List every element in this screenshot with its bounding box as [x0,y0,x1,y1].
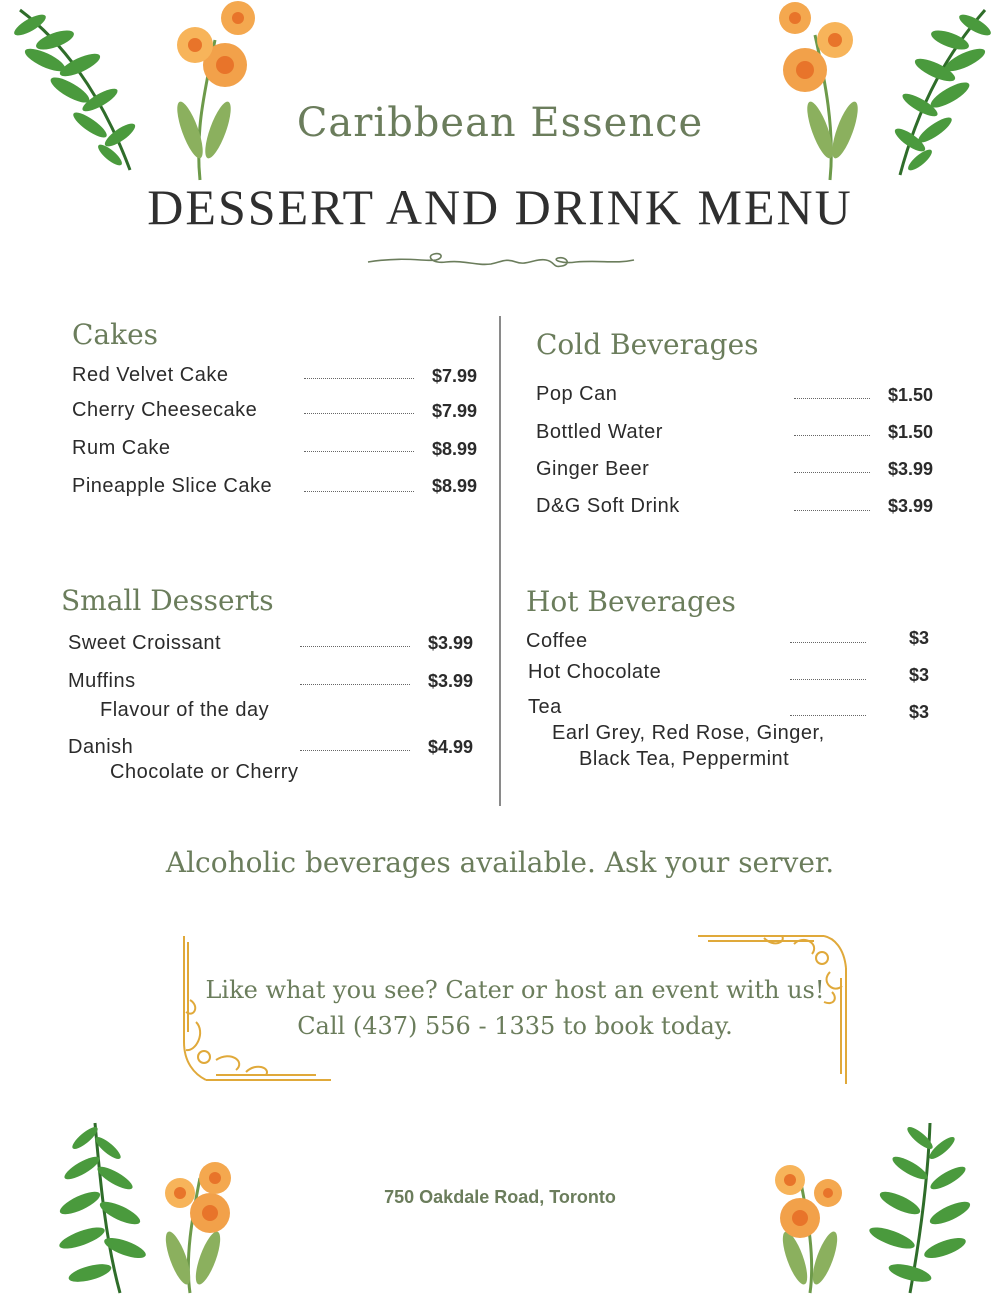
dotted-leader [300,750,410,751]
menu-item-price: $3 [909,665,930,685]
section-title-cakes: Cakes [72,318,159,351]
menu-item-name: Pineapple Slice Cake [72,475,273,497]
orange-lily-icon [775,1165,842,1293]
menu-item-name: Tea [528,696,562,718]
menu-item-price: $4.99 [428,737,474,757]
menu-item-name: D&G Soft Drink [536,495,680,517]
top-right-floral-decoration [760,0,1000,185]
menu-item-name: Pop Can [536,383,618,405]
menu-item-name: Sweet Croissant [68,632,222,654]
menu-item-price: $3 [909,628,930,648]
top-left-floral-decoration [0,0,260,185]
menu-item-price: $7.99 [432,401,478,421]
menu-item-price: $7.99 [432,366,478,386]
dotted-leader [304,378,414,379]
menu-item-note: Earl Grey, Red Rose, Ginger, [552,722,825,744]
column-divider [499,316,501,806]
fern-leaf-icon [11,10,138,170]
menu-item-price: $3.99 [428,633,474,653]
menu-item-name: Rum Cake [72,437,171,459]
menu-item-name: Danish [68,736,134,758]
menu-title: DESSERT AND DRINK MENU [147,179,853,235]
fern-leaf-icon [57,1123,148,1293]
menu-item-price: $1.50 [888,422,934,442]
dotted-leader [790,715,866,716]
event-callout [0,972,1000,1044]
menu-item-name: Coffee [526,630,588,652]
fern-leaf-icon [892,10,994,175]
event-callout-line1: Like what you see? Cater or host an event with us! [205,976,825,1004]
dotted-leader [304,451,414,452]
menu-item-note: Flavour of the day [100,699,270,721]
menu-item-name: Red Velvet Cake [72,364,229,386]
dotted-leader [794,510,870,511]
dotted-leader [790,642,866,643]
menu-item-name: Ginger Beer [536,458,650,480]
menu-item-note: Black Tea, Peppermint [579,748,790,770]
menu-item-name: Bottled Water [536,421,663,443]
restaurant-address: 750 Oakdale Road, Toronto [384,1187,616,1207]
event-callout-line2: Call (437) 556 - 1335 to book today. [297,1012,733,1040]
menu-item-price: $3.99 [428,671,474,691]
dotted-leader [300,684,410,685]
section-title-small-desserts: Small Desserts [61,584,274,617]
orange-lily-icon [161,1162,231,1293]
dotted-leader [794,398,870,399]
menu-item-price: $8.99 [432,439,478,459]
dotted-leader [790,679,866,680]
menu-item-name: Muffins [68,670,136,692]
menu-item-note: Chocolate or Cherry [110,761,299,783]
menu-item-price: $1.50 [888,385,934,405]
orange-lily-icon [779,2,863,180]
dotted-leader [794,435,870,436]
section-title-hot-beverages: Hot Beverages [526,585,736,618]
menu-item-price: $3.99 [888,459,934,479]
fern-leaf-icon [867,1123,973,1293]
menu-item-price: $3.99 [888,496,934,516]
dotted-leader [794,472,870,473]
brand-name: Caribbean Essence [296,100,704,146]
alcohol-notice: Alcoholic beverages available. Ask your server. [165,846,835,879]
orange-lily-icon [172,1,255,180]
dotted-leader [300,646,410,647]
section-title-cold-beverages: Cold Beverages [536,328,759,361]
dotted-leader [304,413,414,414]
menu-item-price: $3 [909,702,930,722]
menu-item-price: $8.99 [432,476,478,496]
menu-item-name: Hot Chocolate [528,661,662,683]
dotted-leader [304,491,414,492]
flourish-divider-icon [366,248,636,272]
menu-item-name: Cherry Cheesecake [72,399,258,421]
